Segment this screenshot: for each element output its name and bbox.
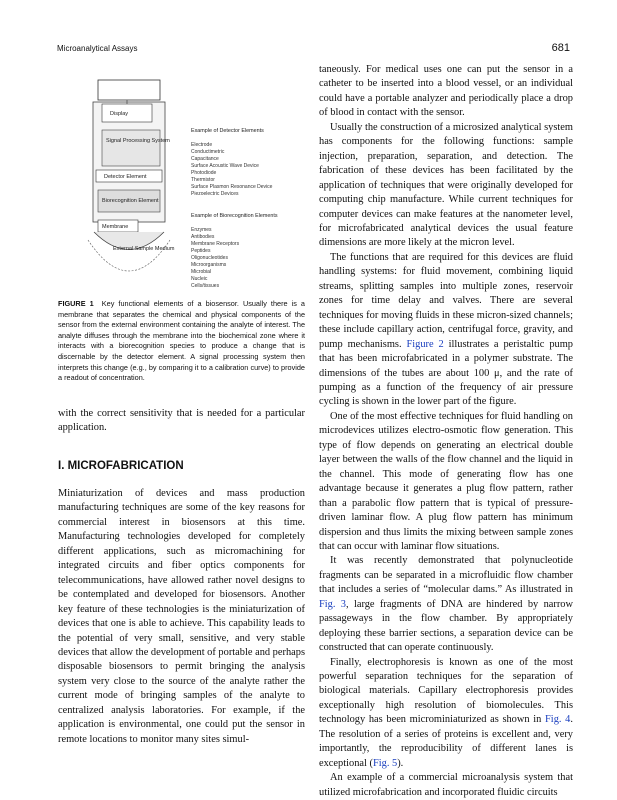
detector-list bbox=[191, 142, 273, 197]
biosensor-figure bbox=[58, 72, 308, 297]
biorec-item: Microorganisms bbox=[191, 262, 227, 268]
biorec-heading: Example of Biorecognition Elements bbox=[191, 213, 278, 219]
biorec-item: Peptides bbox=[191, 248, 211, 254]
display-label: Display bbox=[110, 111, 129, 117]
display-box bbox=[98, 80, 160, 100]
biorec-item: Antibodies bbox=[191, 234, 215, 240]
detector-item: Piezoelectric Devices bbox=[191, 191, 239, 197]
figure-4-link[interactable]: Fig. 4 bbox=[545, 714, 571, 726]
running-title: Microanalytical Assays bbox=[57, 44, 138, 53]
paragraph: It was recently demonstrated that polynucleotide fragments can be separated in a microfluidic flow chamber that includes a series of “molecular dams.” As illustrated in Fig. 3, large fragments of DNA are hindered by narrow passageways in the flow chamber. By appropriately deploying these barrier sections, a separation device can be constructed that can operate continuously. bbox=[319, 555, 573, 654]
figure-5-link[interactable]: Fig. 5 bbox=[372, 757, 398, 769]
external-label: External Sample Medium bbox=[113, 246, 175, 252]
detector-item: Capacitance bbox=[191, 156, 219, 162]
biorec-item: Oligonucleotides bbox=[191, 255, 228, 261]
page-number: 681 bbox=[551, 42, 570, 54]
figure-3-link[interactable]: Fig. 3 bbox=[319, 598, 347, 610]
left-column-body bbox=[58, 487, 305, 747]
biorec-item: Cells/tissues bbox=[191, 283, 220, 289]
detector-item: Electrode bbox=[191, 142, 213, 148]
membrane-label: Membrane bbox=[102, 224, 129, 230]
detector-item: Surface Acoustic Wave Device bbox=[191, 163, 259, 169]
biorec-label: Biorecognition Element bbox=[102, 198, 159, 204]
paragraph: Finally, electrophoresis is known as one of the most powerful separation techniques for the separation of biological materials. Capillary electrophoresis provides exceptionally high resolution of biomolecules. This technology has been microminiaturized as shown in Fig. 4. The resolution of a series of proteins is excellent and, very importantly, the reproducibility of different lanes is exceptional (Fig. 5). bbox=[319, 656, 573, 769]
biorec-item: Microbial bbox=[191, 269, 212, 275]
continuation-paragraph: with the correct sensitivity that is needed for a particular application. bbox=[58, 408, 305, 434]
detector-item: Conductimetric bbox=[191, 149, 225, 155]
figure-2-link[interactable]: Figure 2 bbox=[406, 338, 444, 350]
signal-box bbox=[102, 130, 160, 166]
paragraph: taneously. For medical uses one can put the sensor in a catheter to be inserted into a blood vessel, or an individual could have a portable analyzer and periodically place a drop of blood in contact with the sensor. bbox=[319, 64, 573, 119]
figure-caption bbox=[58, 299, 305, 384]
detector-label: Detector Element bbox=[104, 174, 147, 180]
paragraph: The functions that are required for this devices are fluid handling systems: for fluid movement, combining liquid streams, splitting samples into multiple zones, reservoir zones for time delay and valves. There are several techniques for moving fluids in these micron-sized channels; these include capillary action, centrifugal force, gravity, and pump mechanisms. Figure 2 illustrates a peristaltic pump that has been microfabricated in a polymer substrate. The dimensions of the tubes are about 100 μ, and the rate of pumping as a function of the frequency of air pressure cycling is shown in the lower part of the figure. bbox=[319, 251, 573, 408]
paragraph: An example of a commercial microanalysis system that utilized microfabrication and incorporated fluidic circuits bbox=[319, 772, 573, 798]
detector-heading: Example of Detector Elements bbox=[191, 128, 264, 134]
detector-item: Thermistor bbox=[191, 177, 215, 183]
biorec-list bbox=[191, 227, 240, 289]
biorec-item: Membrane Receptors bbox=[191, 241, 240, 247]
paragraph: One of the most effective techniques for fluid handling on microdevices utilizes electro-osmotic flow generation. This type of flow depends on generating an electrical double layer between the walls of the flow channel and the liquid in the channel. This mode of generating flow has one advantage because it generates a plug flow pattern, rather than a parabolic flow pattern that is typical of pressure-driven laminar flow. A plug flow pattern has minimum dispersion and thus limits the mixing between sample zones that can occur with laminar flow situations. bbox=[319, 410, 573, 552]
signal-label: Signal Processing System bbox=[106, 138, 170, 144]
right-column bbox=[319, 63, 573, 800]
paragraph: Usually the construction of a microsized analytical system has components for the following functions: sample injection, preparation, separation, and detection. The fabrication of these devices has been facilitated by the application of techniques that were originally developed for computing chip manufacture. While current techniques for computer devices can make features at the nanometer level, for microfabricated analytical devices the usual feature dimensions are more likely at the micron level. bbox=[319, 121, 573, 249]
biorec-item: Enzymes bbox=[191, 227, 212, 233]
paragraph: Miniaturization of devices and mass production manufacturing techniques are some of the key reasons for commercial interest in biosensors at this time. Manufacturing technologies developed for completely different applications, such as micromachining for integrated circuits and fiber optics components for telecommunications, have allowed rather novel designs to be contemplated and developed for biosensors. Another key feature of these technologies is the miniaturization of devices that one is able to achieve. This capability leads to the potential of very small, sensitive, and very stable devices that allow the development of portable and perhaps disposable biosensors to permit bringing the analysis system very close to the source of the analyte rather the current mode of bringing samples of the analyte to centralized analysis laboratories. For example, if the application is environmental, one could put the sensor in remote locations to monitor many sites simul- bbox=[58, 488, 305, 745]
detector-item: Photodiode bbox=[191, 170, 217, 176]
detector-item: Surface Plasmon Resonance Device bbox=[191, 184, 273, 190]
caption-label: FIGURE 1 bbox=[58, 299, 94, 308]
caption-text: Key functional elements of a biosensor. Usually there is a membrane that separates the chemical and physical components of the sensor from the external environment containing the analyte of interest. The analyte diffuses through the membrane into the biochemical zone where it interacts with a biorecognition species to produce a change that is discernable by the detector element. A signal processing system then interprets this change (e.g., by comparing it to a calibration curve) to provide a readout of concentration. bbox=[58, 299, 305, 383]
left-column-continuation bbox=[58, 407, 305, 436]
section-heading: I. MICROFABRICATION bbox=[58, 460, 184, 472]
biorec-item: Nucleic bbox=[191, 276, 208, 282]
